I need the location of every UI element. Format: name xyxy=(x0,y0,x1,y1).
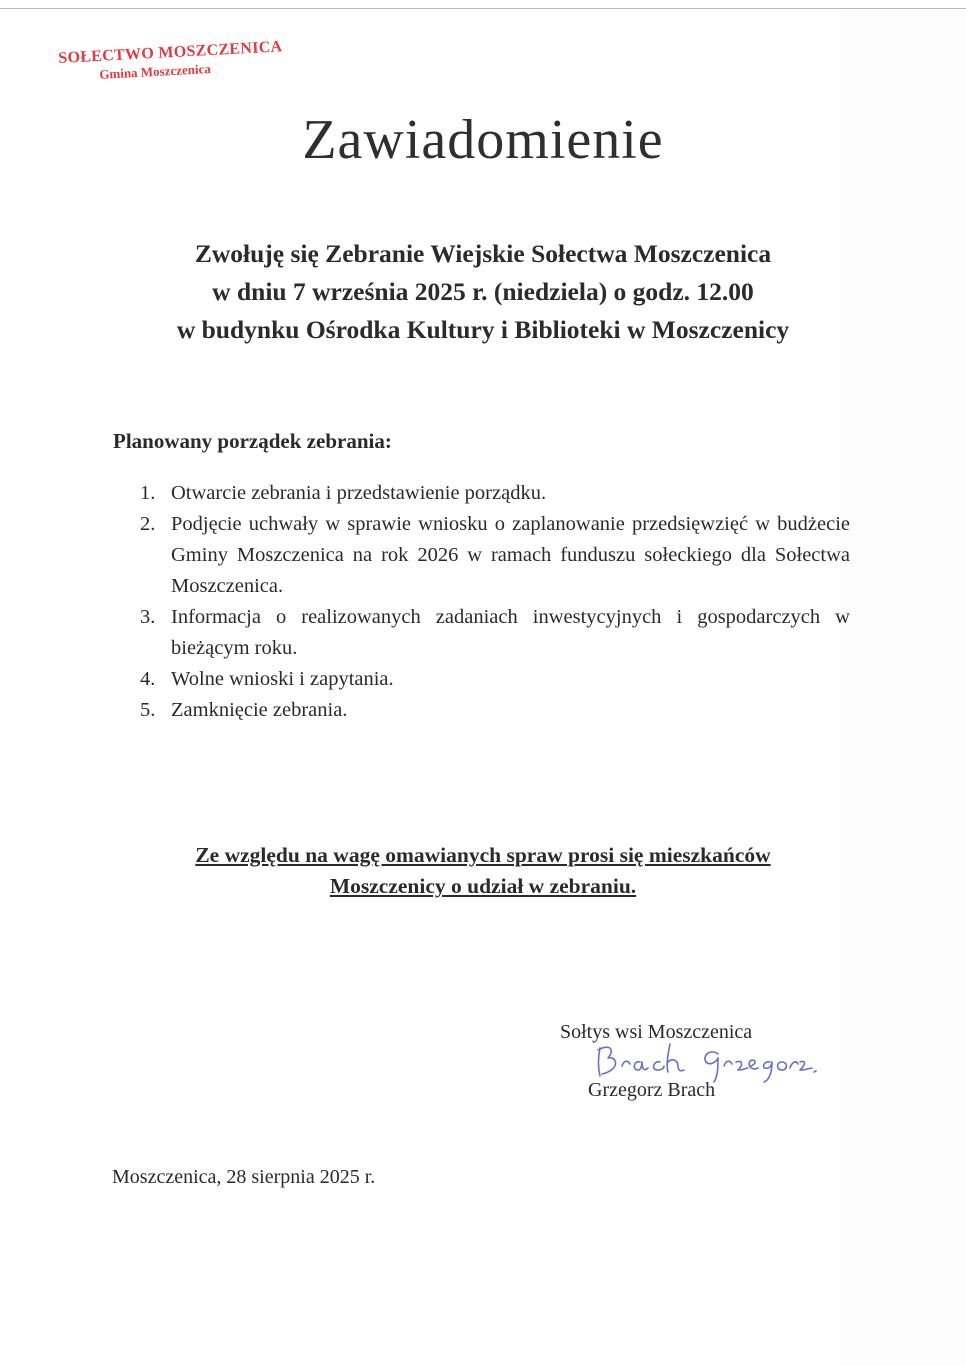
agenda-item xyxy=(113,478,850,509)
signatory-name: Grzegorz Brach xyxy=(588,1079,716,1101)
announcement-line-1: Zwołuję się Zebranie Wiejskie Sołectwa Moszczenica xyxy=(194,239,772,268)
agenda-list xyxy=(113,478,850,726)
signatory-role: Sołtys wsi Moszczenica xyxy=(560,1021,753,1043)
meeting-announcement xyxy=(0,235,966,349)
agenda-item xyxy=(113,664,850,695)
agenda-item-number: 2. xyxy=(140,513,156,535)
stamp-line-1: SOŁECTWO MOSZCZENICA xyxy=(58,38,283,67)
agenda-title: Planowany porządek zebrania: xyxy=(113,429,392,453)
agenda-item xyxy=(113,602,850,664)
agenda-item-text: Zamknięcie zebrania. xyxy=(171,699,348,721)
agenda-item-text: Otwarcie zebrania i przedstawienie porządku. xyxy=(171,482,547,504)
attendance-appeal xyxy=(0,840,966,902)
agenda-item xyxy=(113,509,850,602)
agenda-item-text: Informacja o realizowanych zadaniach inwestycyjnych i gospodarczych w bieżącym roku. xyxy=(171,606,850,659)
appeal-line-2: Moszczenicy o udział w zebraniu. xyxy=(329,874,637,898)
agenda-item-number: 4. xyxy=(140,668,156,690)
agenda-item-number: 1. xyxy=(140,482,156,504)
agenda-item xyxy=(113,695,850,726)
village-stamp xyxy=(58,38,284,85)
scan-shading xyxy=(840,10,966,1366)
agenda-item-number: 5. xyxy=(140,699,156,721)
place-and-date: Moszczenica, 28 sierpnia 2025 r. xyxy=(112,1166,376,1188)
page-title: Zawiadomienie xyxy=(302,109,664,171)
stamp-line-2: Gmina Moszczenica xyxy=(98,61,212,82)
announcement-line-2: w dniu 7 września 2025 r. (niedziela) o godz. 12.00 xyxy=(212,277,754,306)
appeal-line-1: Ze względu na wagę omawianych spraw prosi się mieszkańców xyxy=(195,843,771,867)
agenda-item-text: Wolne wnioski i zapytania. xyxy=(171,668,394,690)
agenda-item-number: 3. xyxy=(140,606,156,628)
announcement-line-3: w budynku Ośrodka Kultury i Biblioteki w Moszczenicy xyxy=(176,315,790,344)
agenda-item-text: Podjęcie uchwały w sprawie wniosku o zaplanowanie przedsięwzięć w budżecie Gminy Moszczenica na rok 2026 w ramach funduszu sołeckiego dla Sołectwa Moszczenica. xyxy=(171,513,850,597)
scan-top-edge xyxy=(0,8,966,9)
